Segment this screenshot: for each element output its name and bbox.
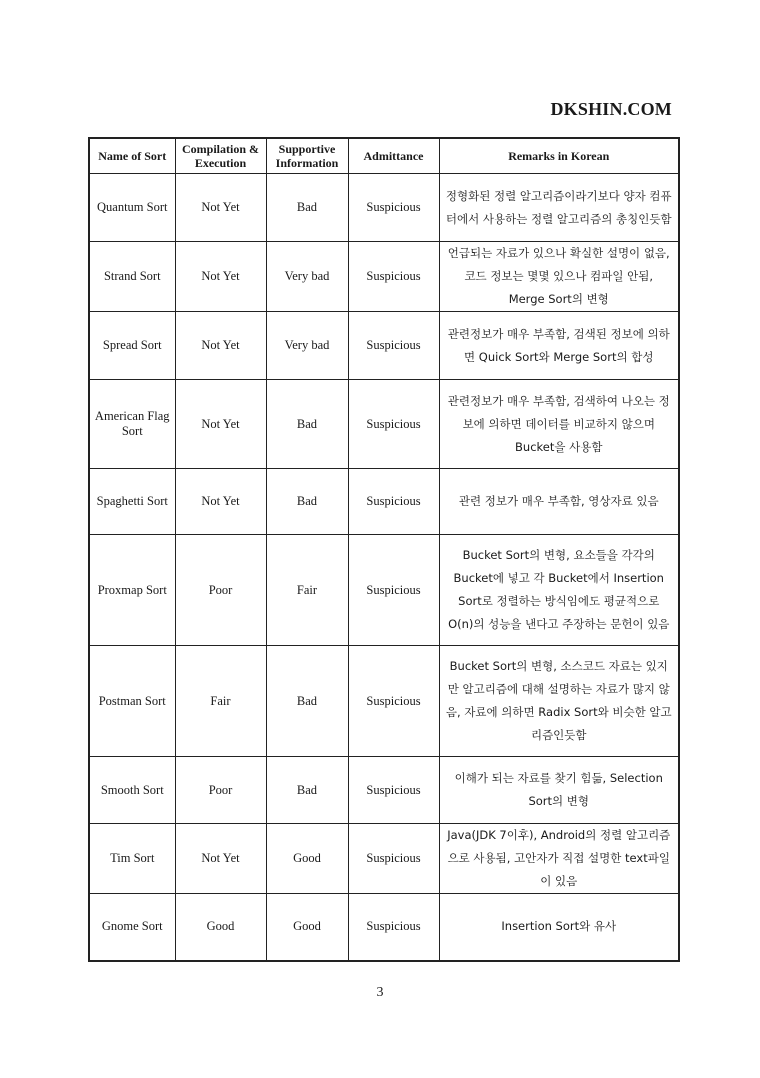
- cell-supportive-info: Good: [266, 824, 348, 894]
- cell-compilation: Not Yet: [175, 242, 266, 312]
- table-row: [89, 824, 679, 894]
- cell-remarks: Insertion Sort와 유사: [439, 894, 679, 961]
- cell-supportive-info: Bad: [266, 174, 348, 242]
- cell-admittance: Suspicious: [348, 242, 439, 312]
- cell-supportive-info: Bad: [266, 757, 348, 824]
- site-brand: DKSHIN.COM: [550, 99, 672, 119]
- cell-compilation: Good: [175, 894, 266, 961]
- column-header-supportive-info: Supportive Information: [266, 138, 348, 174]
- column-header-remarks: Remarks in Korean: [439, 138, 679, 174]
- table-row: [89, 646, 679, 757]
- cell-admittance: Suspicious: [348, 174, 439, 242]
- cell-remarks: 관련정보가 매우 부족함, 검색하여 나오는 정보에 의하면 데이터를 비교하지 않으며 Bucket을 사용함: [439, 380, 679, 469]
- cell-remarks: 정형화된 정렬 알고리즘이라기보다 양자 컴퓨터에서 사용하는 정렬 알고리즘의 총칭인듯함: [439, 174, 679, 242]
- cell-admittance: Suspicious: [348, 894, 439, 961]
- cell-compilation: Not Yet: [175, 312, 266, 380]
- cell-remarks: Bucket Sort의 변형, 요소들을 각각의 Bucket에 넣고 각 Bucket에서 Insertion Sort로 정렬하는 방식임에도 평균적으로 O(n)의 성능을 낸다고 주장하는 문헌이 있음: [439, 535, 679, 646]
- cell-compilation: Poor: [175, 535, 266, 646]
- table-row: [89, 242, 679, 312]
- cell-compilation: Not Yet: [175, 380, 266, 469]
- cell-remarks: 관련 정보가 매우 부족함, 영상자료 있음: [439, 469, 679, 535]
- column-header-admittance: Admittance: [348, 138, 439, 174]
- table-row: [89, 174, 679, 242]
- cell-remarks: Bucket Sort의 변형, 소스코드 자료는 있지만 알고리즘에 대해 설명하는 자료가 많지 않음, 자료에 의하면 Radix Sort와 비슷한 알고리즘인듯함: [439, 646, 679, 757]
- cell-admittance: Suspicious: [348, 824, 439, 894]
- cell-sort-name: Strand Sort: [89, 242, 175, 312]
- cell-sort-name: Spread Sort: [89, 312, 175, 380]
- cell-supportive-info: Very bad: [266, 312, 348, 380]
- column-header-name: Name of Sort: [89, 138, 175, 174]
- cell-admittance: Suspicious: [348, 312, 439, 380]
- cell-sort-name: Quantum Sort: [89, 174, 175, 242]
- cell-sort-name: Proxmap Sort: [89, 535, 175, 646]
- cell-compilation: Not Yet: [175, 174, 266, 242]
- cell-compilation: Not Yet: [175, 469, 266, 535]
- cell-sort-name: Postman Sort: [89, 646, 175, 757]
- cell-compilation: Poor: [175, 757, 266, 824]
- cell-remarks: 관련정보가 매우 부족함, 검색된 정보에 의하면 Quick Sort와 Merge Sort의 합성: [439, 312, 679, 380]
- cell-admittance: Suspicious: [348, 535, 439, 646]
- table-row: [89, 469, 679, 535]
- cell-supportive-info: Fair: [266, 535, 348, 646]
- cell-supportive-info: Good: [266, 894, 348, 961]
- cell-admittance: Suspicious: [348, 757, 439, 824]
- table-header-row: [89, 138, 679, 174]
- cell-sort-name: Tim Sort: [89, 824, 175, 894]
- cell-supportive-info: Bad: [266, 469, 348, 535]
- table-row: [89, 894, 679, 961]
- cell-remarks: Java(JDK 7이후), Android의 정렬 알고리즘으로 사용됨, 고안자가 직접 설명한 text파일이 있음: [439, 824, 679, 894]
- cell-sort-name: Gnome Sort: [89, 894, 175, 961]
- page-number: 3: [376, 985, 384, 1000]
- cell-supportive-info: Bad: [266, 646, 348, 757]
- cell-remarks: 이해가 되는 자료를 찾기 힘듦, Selection Sort의 변형: [439, 757, 679, 824]
- cell-sort-name: Smooth Sort: [89, 757, 175, 824]
- cell-admittance: Suspicious: [348, 380, 439, 469]
- sort-comparison-table: [88, 137, 680, 962]
- cell-remarks: 언급되는 자료가 있으나 확실한 설명이 없음, 코드 정보는 몇몇 있으나 컴파일 안됨, Merge Sort의 변형: [439, 242, 679, 312]
- cell-supportive-info: Very bad: [266, 242, 348, 312]
- table-row: [89, 380, 679, 469]
- cell-admittance: Suspicious: [348, 646, 439, 757]
- table-row: [89, 312, 679, 380]
- cell-supportive-info: Bad: [266, 380, 348, 469]
- column-header-compilation: Compilation & Execution: [175, 138, 266, 174]
- cell-sort-name: American Flag Sort: [89, 380, 175, 469]
- cell-admittance: Suspicious: [348, 469, 439, 535]
- cell-compilation: Not Yet: [175, 824, 266, 894]
- table-row: [89, 535, 679, 646]
- cell-sort-name: Spaghetti Sort: [89, 469, 175, 535]
- table-row: [89, 757, 679, 824]
- cell-compilation: Fair: [175, 646, 266, 757]
